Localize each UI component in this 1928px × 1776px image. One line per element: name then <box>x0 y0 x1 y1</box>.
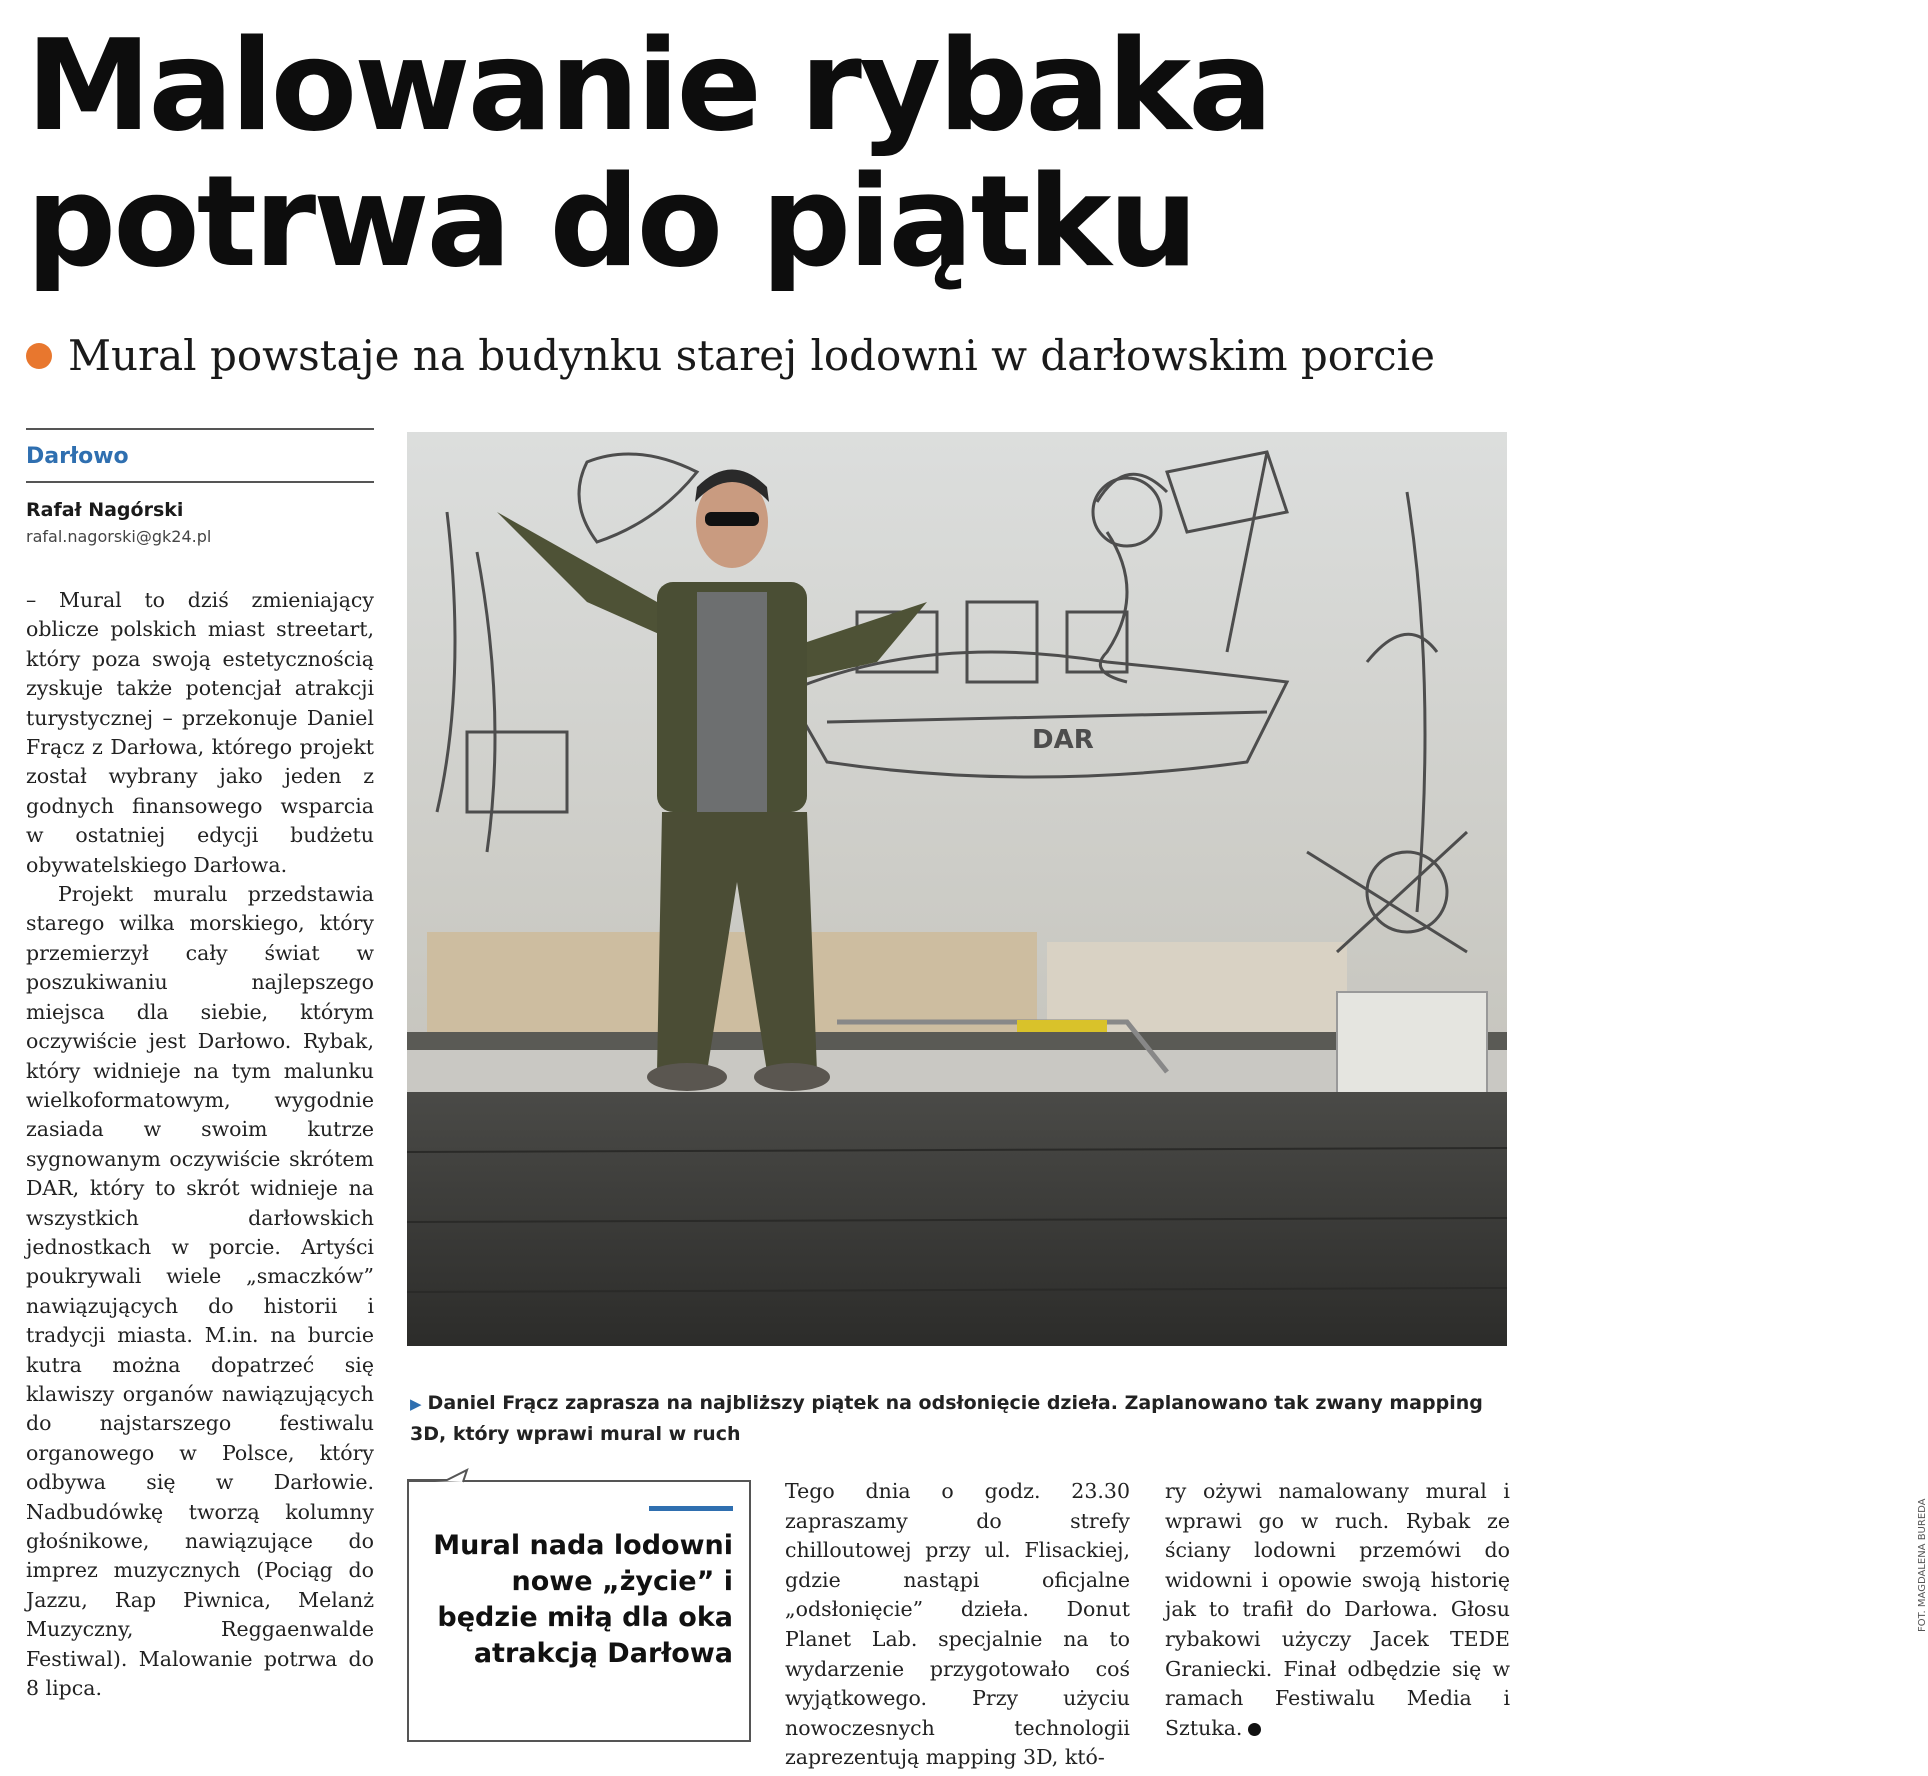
pull-quote-notch <box>407 1468 487 1498</box>
subheadline-text: Mural powstaje na budynku starej lodowni w darłowskim porcie <box>68 331 1435 380</box>
mural-label: DAR <box>1032 725 1094 755</box>
headline-line-2: potrwa do piątku <box>26 148 1196 295</box>
article-paragraph: Projekt muralu przedstawia starego wilka morskiego, który przemierzył cały świat w poszukiwaniu najlepszego miejsca dla siebie, którym oczywiście jest Darłowo. Rybak, który widnieje na tym malunku wielkoformatowym, wygodnie zasiada w swoim kutrze sygnowanym oczywiście skrótem DAR, który to skrót widnieje na wszystkich darłowskich jednostkach w porcie. Artyści poukrywali wiele „smaczków” nawiązujących do historii i tradycji miasta. M.in. na burcie kutra można dopatrzeć się klawiszy organów nawiązujących do najstarszego festiwalu organowego w Polsce, który odbywa się w Darłowie. Nadbudówkę tworzą kolumny głośnikowe, nawiązujące do imprez muzycznych (Pociąg do Jazzu, Rap Piwnica, Melanż Muzyczny, Reggaenwalde Festiwal). Malowanie potrwa do 8 lipca. <box>26 882 374 1701</box>
end-mark-icon <box>1248 1723 1261 1736</box>
dateline-location: Darłowo <box>26 444 129 469</box>
headline <box>26 12 1486 295</box>
caption-triangle-icon: ▶ <box>410 1395 422 1413</box>
divider <box>26 481 374 483</box>
bullet-dot-icon <box>26 343 52 369</box>
author-email[interactable]: rafal.nagorski@gk24.pl <box>26 527 212 546</box>
pull-quote-accent-bar <box>649 1506 733 1511</box>
article-paragraph: – Mural to dziś zmieniający oblicze polskich miast streetart, który poza swoją estetycznością zyskuje także potencjał atrakcji turystycznej – przekonuje Daniel Frącz z Darłowa, którego projekt został wybrany jako jeden z godnych finansowego wsparcia w ostatniej edycji budżetu obywatelskiego Darłowa. <box>26 588 374 877</box>
photo-credit: FOT. MAGDALENA BUREDA <box>1917 1498 1928 1632</box>
subheadline <box>26 330 1506 382</box>
mural-photo-illustration <box>407 432 1507 1346</box>
caption-text: Daniel Frącz zaprasza na najbliższy piątek na odsłonięcie dzieła. Zaplanowano tak zwany mapping 3D, który wprawi mural w ruch <box>410 1392 1483 1445</box>
article-column-3 <box>1165 1477 1510 1743</box>
left-column <box>26 428 374 1703</box>
photo-caption <box>410 1388 1506 1449</box>
headline-line-1: Malowanie rybaka <box>26 12 1271 159</box>
article-column-3-text: ry ożywi namalowany mural i wprawi go w ruch. Rybak ze ściany lodowni przemówi do widowni i opowie swoją historię jak to trafił do Darłowa. Głosu rybakowi użyczy Jacek TEDE Graniecki. Finał odbędzie się w ramach Festiwalu Media i Sztuka. <box>1165 1479 1510 1740</box>
pull-quote-text: Mural nada lodowni nowe „życie” i będzie miłą dla oka atrakcją Darłowa <box>433 1530 733 1669</box>
author-name: Rafał Nagórski <box>26 499 184 521</box>
article-body <box>26 586 374 1703</box>
pull-quote-box <box>407 1480 751 1742</box>
article-column-2: Tego dnia o godz. 23.30 zapraszamy do strefy chilloutowej przy ul. Flisackiej, gdzie nastąpi oficjalne „odsłonięcie” dzieła. Donut Planet Lab. specjalnie na to wydarzenie przygotowało coś wyjątkowego. Przy użyciu nowoczesnych technologii zaprezentują mapping 3D, któ- <box>785 1479 1130 1770</box>
